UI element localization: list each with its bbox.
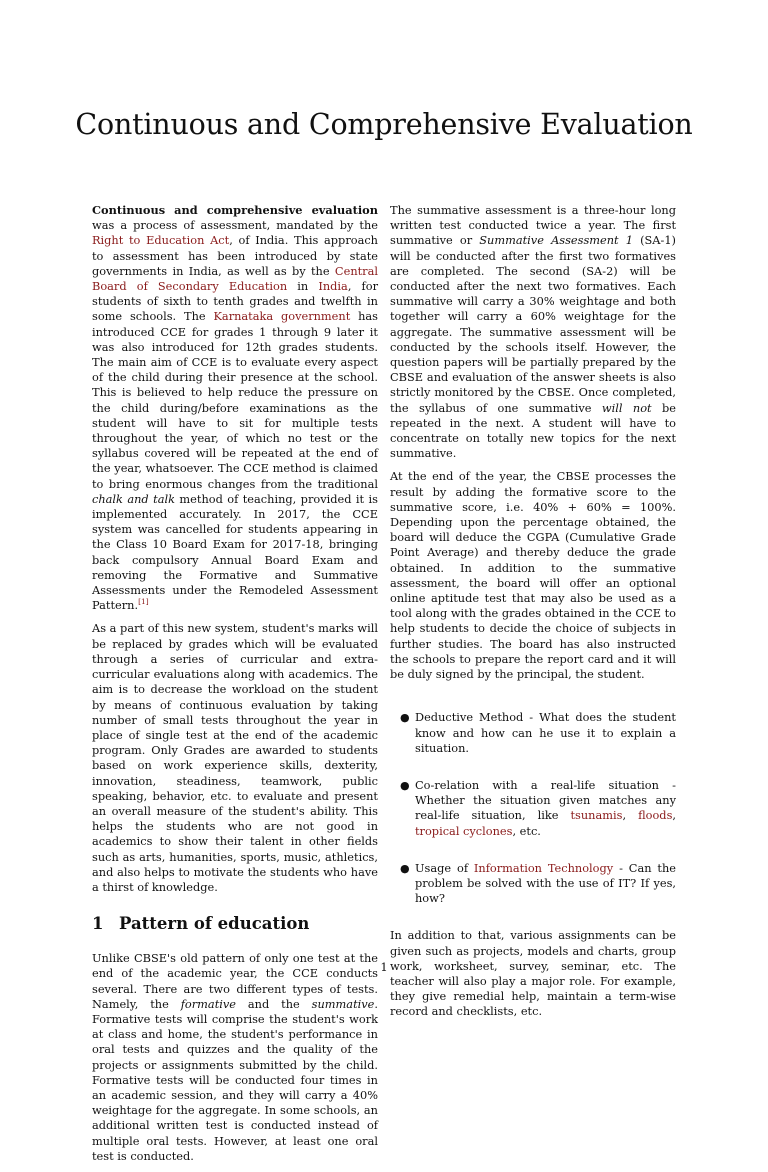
closing-paragraph: In addition to that, various assignments can be given such as projects, models and charts, group work, worksheet, survey, seminar, etc. The teacher will also play a major role. For example, they give remedial help, maintain a term-wise record and checklists, etc. [390,928,676,1019]
list-item [390,861,676,907]
link-tsunamis[interactable]: tsunamis [570,808,623,823]
list-item-text: , [672,808,676,823]
list-item-text: , [622,808,639,823]
document-title: Continuous and Comprehensive Evaluation [75,108,693,141]
intro-paragraph [92,203,378,613]
left-column [92,203,378,1172]
summative-text: (SA-1) will be conducted after the first two formatives are completed. The second (SA-2) will be conducted after the next two formatives. Each summative will carry a 30% weightage and both together will carry a 60% weightage for the aggregate. The summative assessment will be conducted by the schools itself. However, the question papers will be partially prepared by the CBSE and evaluation of the answer sheets is also strictly monitored by the CBSE. Once completed, the syllabus of one summative [390,233,676,415]
year-end-paragraph: At the end of the year, the CBSE processes the result by adding the formative score to the summative score, i.e. 40% + 60% = 100%. Depending upon the percentage obtained, the board will deduce the CGPA (Cumulative Grade Point Average) and thereby deduce the grade obtained. In addition to the summative assessment, the board will offer an optional online aptitude test that may also be used as a tool along with the grades obtained in the CCE to help students to decide the choice of subjects in further studies. The board has also instructed the schools to prepare the report card and it will be duly signed by the principal, the student. [390,469,676,682]
summative-text: The summative assessment is a three-hour long written test conducted twice a year. The first summative or [390,203,676,248]
emphasis-will-not: will not [601,400,652,415]
reference-link-1[interactable]: [1] [138,597,149,607]
intro-text: method of teaching, provided it is implemented accurately. In 2017, the CCE system was cancelled for students appearing in the Class 10 Board Exam for 2017-18, bringing back compulsory Annual Board Exam and removing the Formative and Summative Assessments under the Remodeled Assessment Pattern. [92,491,378,613]
section-number: 1 [92,914,104,934]
bullet-icon: ● [400,711,410,725]
pattern-paragraph [92,951,378,1164]
emphasis-summative-assessment-1: Summative Assessment 1 [479,233,633,248]
list-item-text: - Can the problem be solved with the use of IT? If yes, how? [415,860,676,906]
list-item-text: Co-relation with a real-life situation - Whether the situation given matches any real-life situation, like [415,777,676,823]
intro-text: , of India. This approach to assessment has been introduced by state governments in India, as well as by the [92,233,378,278]
list-item [390,710,676,756]
link-floods[interactable]: floods [638,808,673,823]
emphasis-formative: formative [180,996,236,1011]
page-number: 1 [380,960,388,974]
intro-text: in [287,279,319,294]
evaluation-criteria-list [390,710,676,906]
section-title: Pattern of education [119,914,310,934]
list-item-text: Deductive Method - What does the student know and how can he use it to explain a situation. [415,710,676,755]
section-heading-pattern-of-education [92,913,378,935]
summative-text: be repeated in the next. A student will have to concentrate on totally new topics for the next summative. [390,400,676,461]
link-cbse[interactable]: Central Board of Secondary Education [92,263,378,294]
list-item [390,778,676,839]
bullet-icon: ● [400,778,410,792]
intro-text: has introduced CCE for grades 1 through 9 later it was also introduced for 12th grades students. The main aim of CCE is to evaluate every aspect of the child during their presence at the school. This is believed to help reduce the pressure on the child during/before examinations as the student will have to sit for multiple tests throughout the year, of which no test or the syllabus covered will be repeated at the end of the year, whatsoever. The CCE method is claimed to bring enormous changes from the traditional [92,309,379,491]
link-right-to-education-act[interactable]: Right to Education Act [92,233,230,248]
link-information-technology[interactable]: Information Technology [473,860,614,875]
intro-bold-lead: Continuous and comprehensive evaluation [92,203,378,217]
link-tropical-cyclones[interactable]: tropical cyclones [415,823,513,838]
bullet-icon: ● [400,861,410,875]
emphasis-summative: summative [311,996,375,1011]
list-item-text: Usage of [415,860,474,875]
right-column [390,203,676,1028]
link-karnataka-government[interactable]: Karnataka government [213,309,351,324]
grades-paragraph: As a part of this new system, student's marks will be replaced by grades which will be evaluated through a series of curricular and extra-curricular evaluations along with academics. The aim is to decrease the workload on the student by means of continuous evaluation by taking number of small tests throughout the year in place of single test at the end of the academic program. Only Grades are awarded to students based on work experience skills, dexterity, innovation, steadiness, teamwork, public speaking, behavior, etc. to evaluate and present an overall measure of the student's ability. This helps the students who are not good in academics to show their talent in other fields such as arts, humanities, sports, music, athletics, and also helps to motivate the students who have a thirst of knowledge. [92,621,378,894]
list-item-text: , etc. [512,823,541,838]
intro-text: , for students of sixth to tenth grades and twelfth in some schools. The [92,279,378,324]
summative-paragraph [390,203,676,461]
intro-text: was a process of assessment, mandated by the [92,218,378,233]
link-india[interactable]: India [318,279,348,294]
pattern-text: . Formative tests will comprise the student's work at class and home, the student's performance in oral tests and quizzes and the quality of the projects or assignments submitted by the child. Formative tests will be conducted four times in an academic session, and they will carry a 40% weightage for the aggregate. In some schools, an additional written test is conducted instead of multiple oral tests. However, at least one oral test is conducted. [92,996,378,1163]
intro-emphasis-chalk-and-talk: chalk and talk [92,491,175,506]
pattern-text: Unlike CBSE's old pattern of only one test at the end of the academic year, the CCE conducts several. There are two different types of tests. Namely, the [92,951,378,1011]
pattern-text: and the [236,996,312,1011]
